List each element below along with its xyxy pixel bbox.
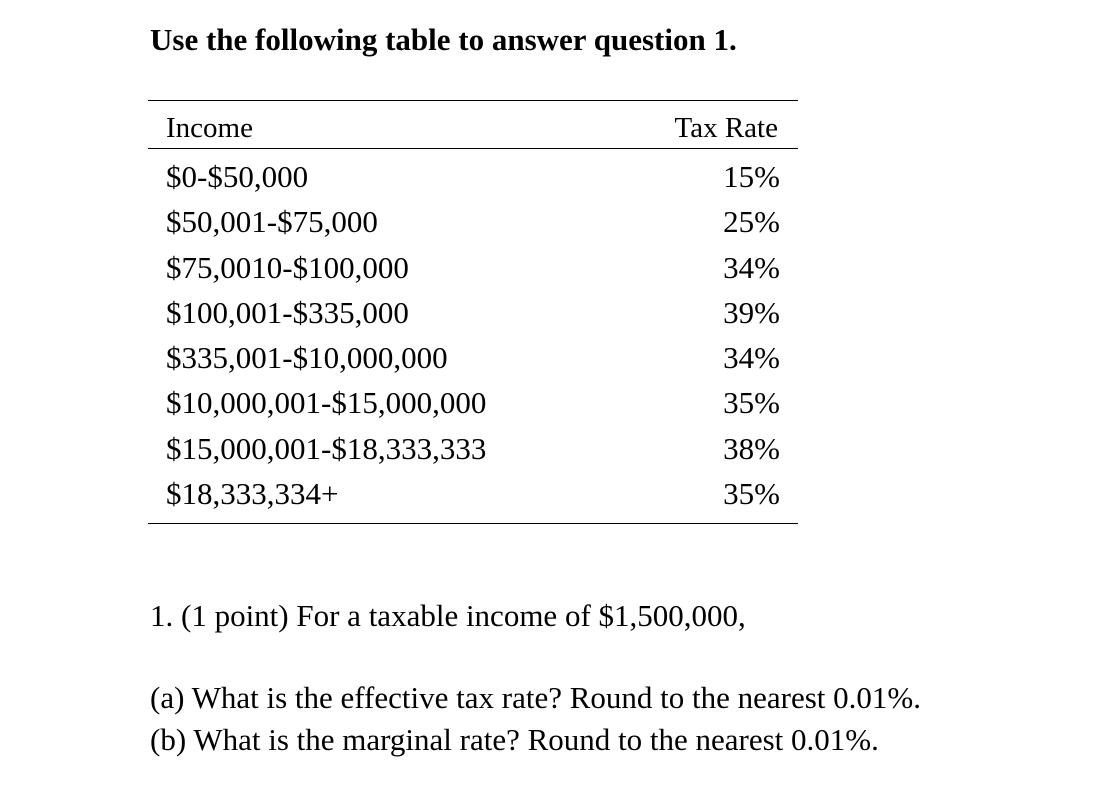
- table-row: [148, 291, 798, 336]
- income-column-header: Income: [166, 112, 253, 144]
- tax-rate-column-header: Tax Rate: [674, 112, 778, 144]
- income-cell: $75,0010-$100,000: [166, 249, 409, 285]
- tax-rate-cell: 34%: [723, 249, 780, 285]
- income-cell: $0-$50,000: [166, 159, 309, 194]
- table-row: [148, 200, 798, 245]
- question-part-b: (b) What is the marginal rate? Round to the nearest 0.01%.: [150, 722, 879, 757]
- table-body: [148, 149, 798, 523]
- tax-rate-table: [148, 100, 798, 524]
- income-cell: $50,001-$75,000: [166, 204, 378, 240]
- table-bottom-rule: [148, 523, 798, 524]
- tax-rate-cell: 34%: [723, 340, 780, 376]
- table-header-row: [148, 101, 798, 148]
- income-cell: $335,001-$10,000,000: [166, 340, 448, 376]
- question-part-a: (a) What is the effective tax rate? Round to the nearest 0.01%.: [150, 680, 921, 715]
- tax-rate-cell: 39%: [723, 294, 780, 330]
- tax-rate-cell: 35%: [723, 385, 780, 421]
- table-row: [148, 427, 798, 472]
- tax-rate-cell: 38%: [723, 430, 780, 466]
- table-row: [148, 336, 798, 381]
- income-cell: $15,000,001-$18,333,333: [166, 430, 487, 466]
- tax-rate-cell: 35%: [723, 476, 780, 512]
- income-cell: $100,001-$335,000: [166, 294, 409, 330]
- question-stem: 1. (1 point) For a taxable income of $1,500,000,: [150, 598, 746, 633]
- income-cell: $10,000,001-$15,000,000: [166, 385, 487, 421]
- income-cell: $18,333,334+: [166, 476, 339, 512]
- tax-rate-cell: 25%: [723, 204, 780, 240]
- table-row: [148, 246, 798, 291]
- table-row: [148, 472, 798, 517]
- tax-rate-cell: 15%: [723, 159, 780, 194]
- page-heading: Use the following table to answer question 1.: [150, 22, 737, 57]
- table-row: [148, 381, 798, 426]
- table-row: [148, 155, 798, 200]
